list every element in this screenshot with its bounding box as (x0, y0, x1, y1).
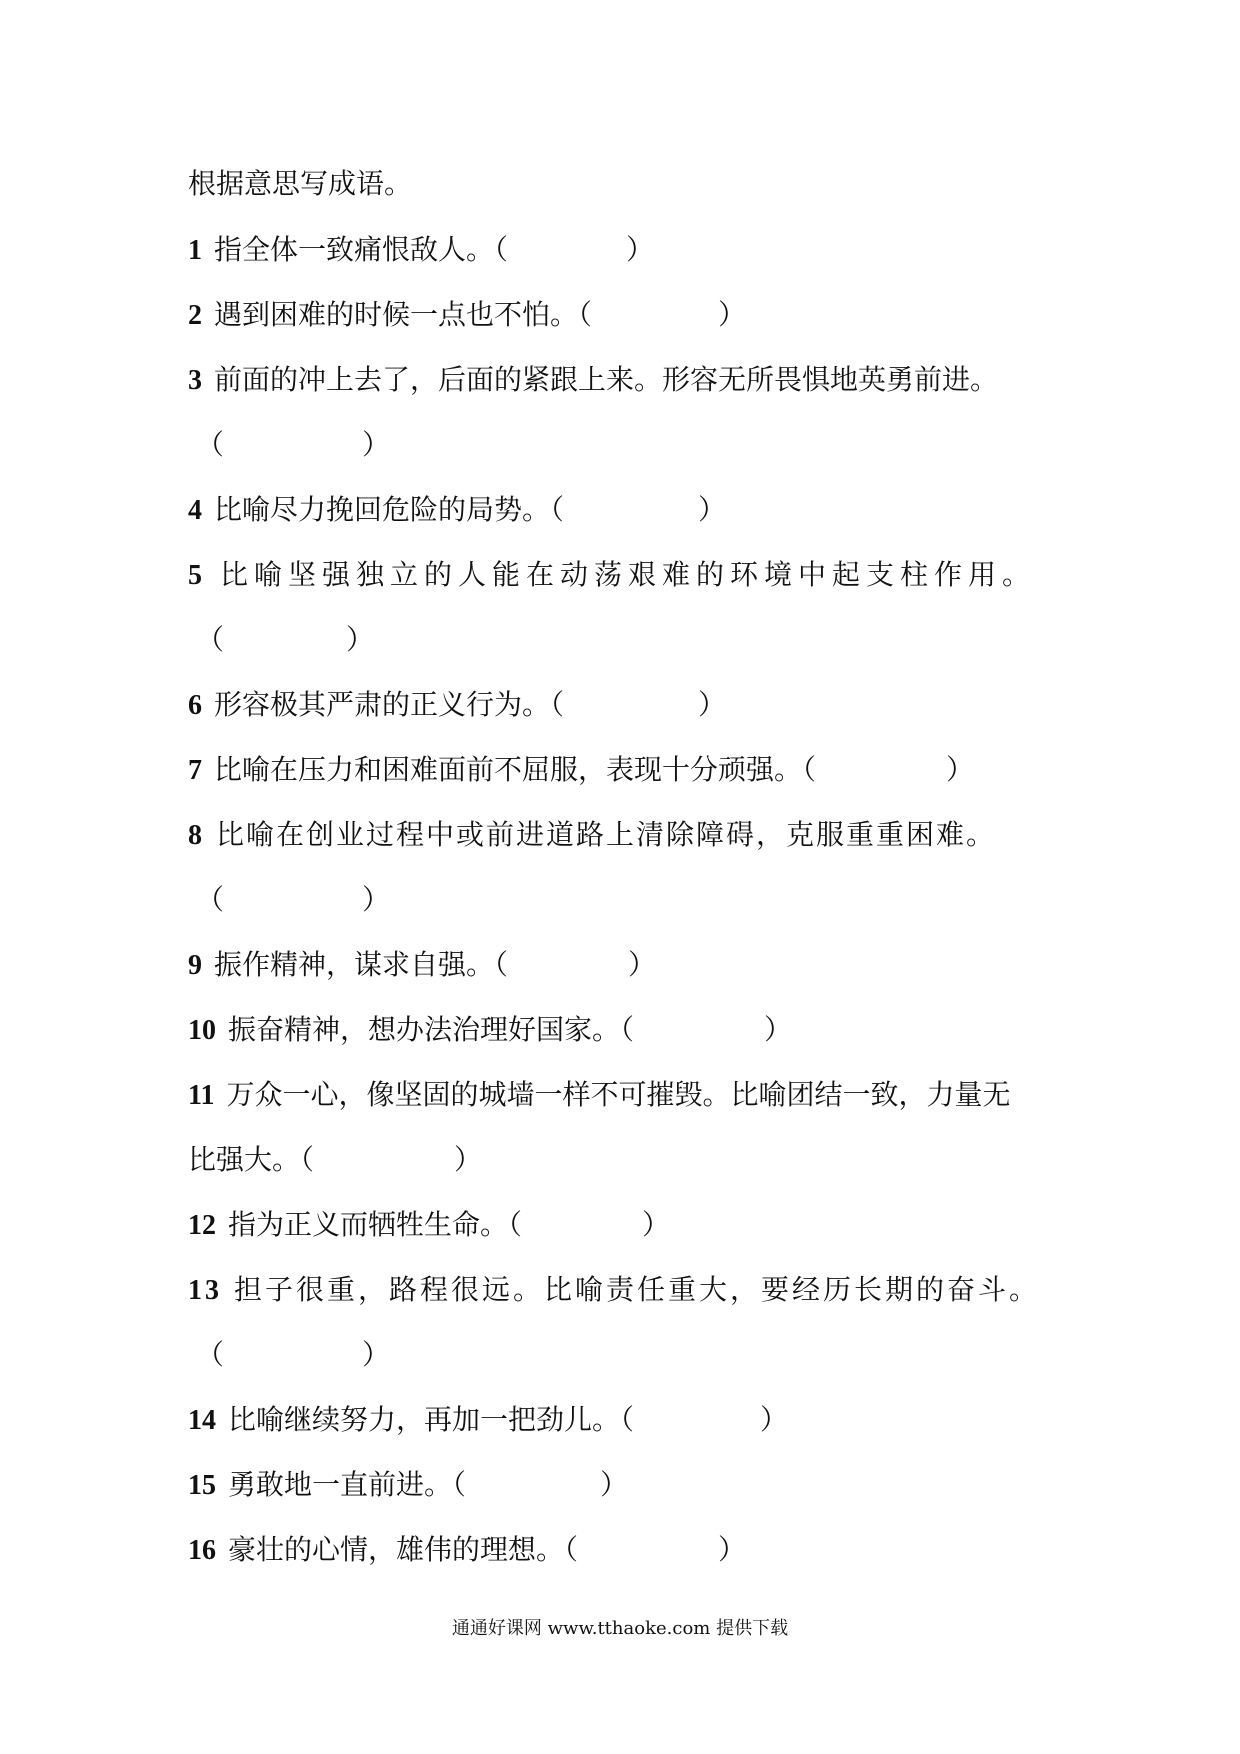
question-2 (188, 295, 746, 336)
question-number: 16 (188, 1535, 216, 1566)
question-number: 11 (188, 1080, 215, 1111)
answer-close-paren: ） (760, 1403, 789, 1436)
question-text: 遇到困难的时候一点也不怕。 (214, 298, 579, 331)
question-text: 指为正义而牺牲生命。 (228, 1208, 509, 1241)
question-13-answer (196, 1335, 390, 1375)
question-number: 12 (188, 1210, 216, 1241)
question-13 (188, 1270, 1040, 1311)
question-number: 1 (188, 235, 202, 266)
question-16 (188, 1530, 746, 1571)
question-number: 9 (188, 950, 202, 981)
question-1 (188, 230, 654, 271)
answer-open-paren: （ (196, 428, 225, 461)
question-text: 比喻在创业过程中或前进道路上清除障碍，克服重重困难。 (216, 818, 997, 851)
question-text: 形容极其严肃的正义行为。 (214, 688, 551, 721)
question-text: 振作精神，谋求自强。 (214, 948, 495, 981)
question-number: 8 (188, 820, 204, 851)
question-text: 比喻继续努力，再加一把劲儿。 (228, 1403, 621, 1436)
question-text: 比喻在压力和困难面前不屈服，表现十分顽强。 (214, 753, 803, 786)
answer-open-paren: （ (620, 1403, 635, 1436)
answer-close-paren: ） (628, 948, 657, 981)
answer-open-paren: （ (494, 233, 509, 266)
answer-open-paren: （ (802, 753, 817, 786)
answer-open-paren: （ (452, 1468, 467, 1501)
question-number: 14 (188, 1405, 216, 1436)
answer-open-paren: （ (196, 1338, 225, 1371)
question-9 (188, 945, 656, 986)
question-text: 勇敢地一直前进。 (228, 1468, 453, 1501)
question-text: 振奋精神，想办法治理好国家。 (228, 1013, 621, 1046)
answer-open-paren: （ (550, 688, 565, 721)
answer-open-paren: （ (196, 883, 225, 916)
question-number: 2 (188, 300, 202, 331)
question-text: 担子很重，路程很远。比喻责任重大，要经历长期的奋斗。 (234, 1273, 1041, 1306)
answer-close-paren: ） (362, 883, 391, 916)
question-text: 比喻坚强独立的人能在动荡艰难的环境中起支柱作用。 (220, 558, 1037, 591)
answer-open-paren: （ (620, 1013, 635, 1046)
question-5 (188, 555, 1036, 596)
answer-close-paren: ） (718, 298, 747, 331)
answer-close-paren: ） (698, 493, 727, 526)
question-number: 7 (188, 755, 202, 786)
question-3-answer (196, 425, 390, 465)
question-text: 比喻尽力挽回危险的局势。 (214, 493, 551, 526)
answer-open-paren: （ (578, 298, 593, 331)
question-15 (188, 1465, 628, 1506)
question-7 (188, 750, 974, 791)
answer-close-paren: ） (362, 428, 391, 461)
question-6 (188, 685, 726, 726)
answer-close-paren: ） (454, 1143, 483, 1176)
answer-open-paren: （ (508, 1208, 523, 1241)
answer-close-paren: ） (718, 1533, 747, 1566)
question-number: 15 (188, 1470, 216, 1501)
question-text: 豪壮的心情，雄伟的理想。 (228, 1533, 565, 1566)
answer-open-paren: （ (300, 1143, 315, 1176)
question-8 (188, 815, 996, 856)
question-4 (188, 490, 726, 531)
question-3 (188, 360, 998, 401)
question-number: 6 (188, 690, 202, 721)
question-number: 4 (188, 495, 202, 526)
question-number: 5 (188, 560, 208, 591)
page-footer: 通通好课网 www.tthaoke.com 提供下载 (451, 1618, 789, 1639)
answer-close-paren: ） (764, 1013, 793, 1046)
question-5-answer (196, 620, 374, 660)
answer-close-paren: ） (626, 233, 655, 266)
answer-close-paren: ） (346, 623, 375, 656)
answer-open-paren: （ (494, 948, 509, 981)
question-text: 指全体一致痛恨敌人。 (214, 233, 495, 266)
answer-close-paren: ） (600, 1468, 629, 1501)
answer-close-paren: ） (362, 1338, 391, 1371)
question-14 (188, 1400, 788, 1441)
answer-close-paren: ） (642, 1208, 671, 1241)
question-12 (188, 1205, 670, 1246)
answer-close-paren: ） (946, 753, 975, 786)
answer-open-paren: （ (550, 493, 565, 526)
answer-open-paren: （ (196, 623, 225, 656)
question-number: 3 (188, 365, 202, 396)
question-11-continued (188, 1140, 482, 1180)
page-title: 根据意思写成语。 (188, 167, 413, 200)
question-10 (188, 1010, 792, 1051)
question-text: 万众一心，像坚固的城墙一样不可摧毁。比喻团结一致，力量无 (226, 1078, 1011, 1111)
question-text-continued: 比强大。 (188, 1143, 301, 1176)
question-11 (188, 1075, 1010, 1116)
answer-close-paren: ） (698, 688, 727, 721)
question-number: 13 (188, 1275, 222, 1306)
question-8-answer (196, 880, 390, 920)
answer-open-paren: （ (564, 1533, 579, 1566)
question-text: 前面的冲上去了，后面的紧跟上来。形容无所畏惧地英勇前进。 (214, 363, 999, 396)
question-number: 10 (188, 1015, 216, 1046)
